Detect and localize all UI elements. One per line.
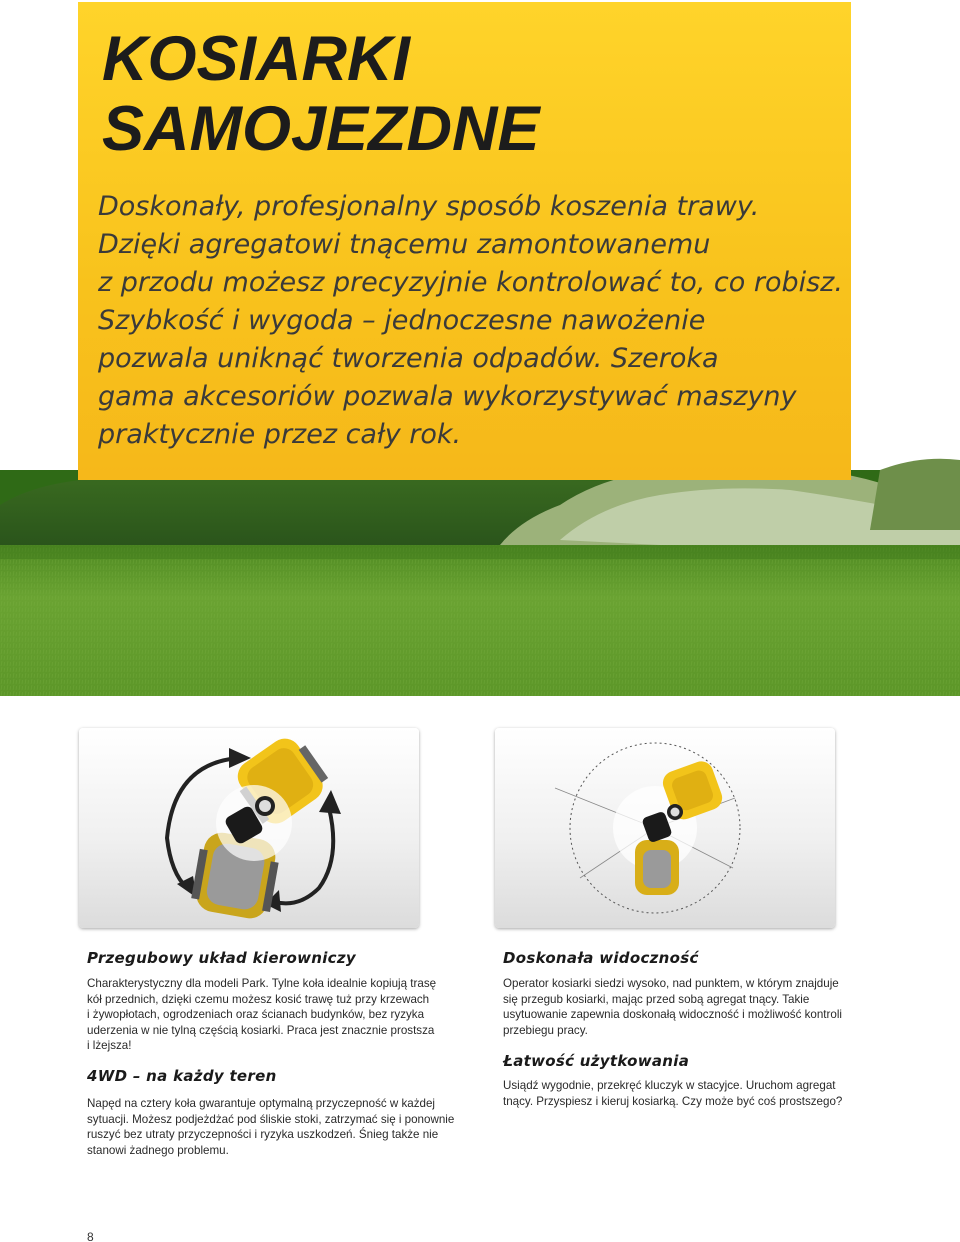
text-line: Operator kosiarki siedzi wysoko, nad punktem, w którym znajduje [503, 977, 839, 990]
fourwd-text [87, 1096, 454, 1158]
text-line: Usiądź wygodnie, przekręć kluczyk w stacyjce. Uruchom agregat [503, 1079, 836, 1092]
intro-line: z przodu możesz precyzyjnie kontrolować to, co robisz. [98, 267, 843, 298]
intro-line: gama akcesoriów pozwala wykorzystywać maszyny [98, 381, 797, 412]
steering-text [87, 976, 436, 1054]
fourwd-heading: 4WD – na każdy teren [87, 1067, 277, 1085]
steering-heading: Przegubowy układ kierowniczy [87, 949, 356, 967]
text-line: Napęd na cztery koła gwarantuje optymalną przyczepność w każdej [87, 1097, 435, 1110]
text-line: i lżejsza! [87, 1039, 132, 1052]
text-line: przebiegu pracy. [503, 1023, 588, 1037]
text-line: usytuowanie zapewnia doskonałą widoczność i możliwość kontroli [503, 1008, 842, 1021]
visibility-diagram [495, 728, 835, 928]
usability-text [503, 1078, 842, 1109]
intro-line: pozwala uniknąć tworzenia odpadów. Szeroka [98, 343, 719, 374]
text-line: tnący. Przyspiesz i kieruj kosiarką. Czy może być coś prostszego? [503, 1094, 843, 1108]
text-line: kół przednich, dzięki czemu możesz kosić trawę tuż przy krzewach [87, 992, 430, 1006]
text-line: i żywopłotach, ogrodzeniach oraz ścianach budynków, bez ryzyka [87, 1008, 425, 1021]
text-line: stanowi żadnego problemu. [87, 1143, 229, 1157]
page-title [102, 24, 802, 164]
title-line: SAMOJEZDNE [102, 94, 540, 164]
intro-line: Szybkość i wygoda – jednoczesne nawożenie [98, 305, 706, 336]
usability-heading: Łatwość użytkowania [503, 1052, 690, 1070]
page-number: 8 [87, 1230, 94, 1242]
text-line: ruszyć bez utraty przyczepności i ryzyka uszkodzeń. Śnieg także nie [87, 1128, 439, 1141]
intro-line: praktycznie przez cały rok. [98, 419, 462, 450]
intro-line: Doskonały, profesjonalny sposób koszenia trawy. [98, 191, 760, 222]
title-line: KOSIARKI [102, 24, 411, 94]
visibility-heading: Doskonała widoczność [503, 949, 699, 967]
articulated-steering-diagram [79, 728, 419, 928]
text-line: sytuacji. Możesz podjeżdżać pod śliskie stoki, zatrzymać się i ponownie [87, 1112, 455, 1126]
intro-text [98, 188, 843, 454]
text-line: się przegub kosiarki, mając przed sobą agregat tnący. Takie [503, 992, 810, 1006]
text-line: uderzenia w nie tylną częścią kosiarki. Praca jest znacznie prostsza [87, 1023, 435, 1037]
visibility-text [503, 976, 842, 1038]
text-line: Charakterystyczny dla modeli Park. Tylne koła idealnie kopiują trasę [87, 977, 437, 990]
intro-line: Dzięki agregatowi tnącemu zamontowanemu [98, 229, 711, 260]
